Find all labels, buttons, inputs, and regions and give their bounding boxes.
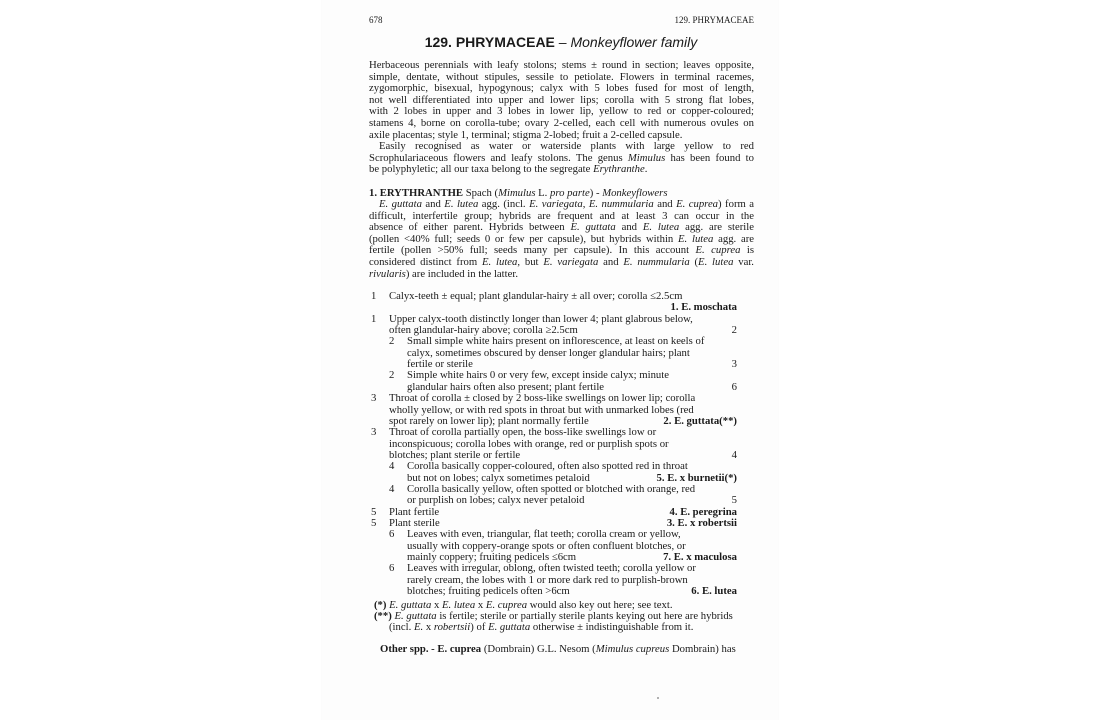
key-couplet-number: 6: [389, 528, 395, 541]
desc-line: not well differentiated into upper and lower lips; corolla with 5 strong flat lobes,: [369, 93, 754, 106]
key-lead-text: Calyx-teeth ± equal; plant glandular-hairy ± all over; corolla ≤2.5cm: [389, 290, 683, 302]
genus-notes-line: rivularis) are included in the latter.: [369, 267, 518, 280]
page-title: [322, 34, 800, 50]
key-couplet-number: 4: [389, 482, 395, 495]
key-lead-text: calyx, sometimes obscured by denser longer glandular hairs; plant: [407, 346, 690, 359]
desc-line: stamens 4, borne on corolla-tube; ovary 2-celled, each cell with numerous ovules on: [369, 116, 754, 129]
key-lead-text: Plant fertile: [389, 505, 440, 518]
key-lead-text: Throat of corolla partially open, the boss-like swellings low or: [389, 426, 657, 439]
recognition-text: has been found to: [665, 151, 754, 164]
recognition-text: Scrophulariaceous flowers and leafy stolons. The genus: [369, 151, 628, 164]
key-couplet-number: 4: [389, 460, 395, 473]
footnote-text: E. guttata x E. lutea x E. cuprea would also key out here; see text.: [389, 599, 673, 611]
key-lead-text: fertile or sterile: [407, 358, 473, 371]
other-species-synonym: Mimulus cupreus: [595, 643, 670, 655]
key-goto-result: 3: [731, 358, 737, 371]
title-common-name: Monkeyflower family: [570, 34, 698, 50]
key-couplet-number: 5: [371, 517, 377, 529]
key-lead-text: but not on lobes; calyx sometimes petaloid: [407, 471, 590, 484]
key-goto-result: 6: [731, 380, 737, 393]
other-species: [380, 643, 736, 655]
key-couplet-number: 2: [389, 369, 395, 382]
genus-author: Spach (: [463, 187, 499, 199]
title-family: 129. PHRYMACEAE: [424, 34, 555, 50]
key-lead-text: Throat of corolla ± closed by 2 boss-like swellings on lower lip; corolla: [389, 392, 696, 405]
key-taxon-result: 4. E. peregrina: [669, 505, 737, 518]
key-lead-text: glandular hairs often also present; plant fertile: [407, 380, 605, 393]
key-lead-text: rarely cream, the lobes with 1 or more dark red to purplish-brown: [407, 573, 688, 586]
other-species-text: Dombrain) has: [669, 643, 736, 655]
key-lead-text: spot rarely on lower lip); plant normally fertile: [389, 414, 589, 427]
footnote-mark: (**): [374, 610, 392, 622]
key-goto-result: 5: [731, 494, 737, 507]
key-lead-text: often glandular-hairy above; corolla ≥2.5cm: [389, 324, 578, 337]
key-goto-result: 2: [731, 324, 737, 337]
genus-notes-line: E. guttata and E. lutea agg. (incl. E. variegata, E. nummularia and E. cuprea) form a: [379, 198, 755, 210]
genus-sep: ) -: [589, 187, 603, 199]
key-couplet-number: 3: [371, 392, 377, 405]
desc-line: with 2 lobes in upper and 3 lobes in lower lip, yellow to red or copper-coloured;: [369, 105, 754, 118]
footnote-text: (incl. E. x robertsii) of E. guttata otherwise ± indistinguishable from it.: [389, 621, 694, 633]
genus-common-name: Monkeyflowers: [602, 187, 668, 199]
key-lead-text: usually with coppery-orange spots or often confluent blotches, or: [407, 539, 686, 552]
key-lead-text: Simple white hairs 0 or very few, except inside calyx; minute: [407, 369, 669, 382]
other-species-text: (Dombrain) G.L. Nesom (: [481, 643, 596, 655]
genus-name: 1. ERYTHRANTHE: [369, 187, 464, 199]
genus-notes-line: absence of either parent. Hybrids between E. guttata and E. lutea agg. are sterile: [369, 221, 754, 234]
desc-line: zygomorphic, bisexual, hypogynous; calyx with 5 lobes fused for most of length,: [369, 82, 754, 95]
running-head: 129. PHRYMACEAE: [674, 15, 754, 25]
key-couplet-number: 1: [371, 312, 377, 325]
key-lead-text: mainly coppery; fruiting pedicels ≤6cm: [407, 551, 577, 564]
key-lead-text: or purplish on lobes; calyx never petaloid: [407, 494, 585, 507]
key-taxon-result: 7. E. x maculosa: [663, 551, 737, 564]
key-couplet-number: 5: [371, 505, 377, 518]
genus-notes-line: difficult, interfertile group; hybrids are frequent and at least 3 can occur in the: [369, 209, 754, 222]
recognition-text: .: [644, 163, 648, 176]
footnote-2-cont: [389, 621, 693, 633]
key-goto-result: 4: [731, 448, 737, 461]
genus-notes: [369, 199, 754, 280]
genus-mimulus: Mimulus: [627, 151, 666, 164]
key-couplet-number: 1: [371, 290, 377, 302]
scan-speck: [657, 697, 659, 699]
genus-notes-line: considered distinct from E. lutea, but E. variegata and E. nummularia (E. lutea var.: [369, 255, 754, 268]
title-dash: –: [554, 34, 571, 50]
key-lead-text: Small simple white hairs present on inflorescence, at least on keels of: [407, 335, 705, 348]
recognition-line: [369, 164, 754, 176]
key-lead-text: Corolla basically yellow, often spotted or blotched with orange, red: [407, 482, 696, 495]
family-description: [369, 60, 754, 176]
pro-parte: pro parte: [550, 187, 590, 199]
key-lead-text: inconspicuous; corolla lobes with orange, red or purplish spots or: [389, 437, 669, 450]
genus-notes-line: fertile (pollen >50% full; seeds many per capsule). In this account E. cuprea is: [369, 244, 755, 257]
other-species-lead: Other spp. - E. cuprea: [380, 643, 482, 655]
footnote-mark: (*): [374, 599, 387, 611]
key-lead-text: wholly yellow, or with red spots in throat but with unmarked lobes (red: [389, 403, 694, 416]
key-lead-text: Upper calyx-tooth distinctly longer than lower 4; plant glabrous below,: [389, 312, 693, 325]
key-lead-text: Corolla basically copper-coloured, often also spotted red in throat: [407, 460, 688, 473]
key-lead-text: blotches; plant sterile or fertile: [389, 448, 521, 461]
key-couplet-number: 6: [389, 562, 395, 575]
genus-erythranthe: Erythranthe: [593, 163, 645, 176]
genus-synonym: Mimulus: [498, 187, 536, 199]
genus-notes-line: (pollen <40% full; seeds 0 or few per capsule), but hybrids within E. lutea agg. are: [369, 232, 755, 245]
recognition-line: Easily recognised as water or waterside plants with large yellow to red: [379, 140, 754, 153]
recognition-text: be polyphyletic; all our taxa belong to the segregate: [369, 163, 594, 176]
page-number: 678: [369, 15, 383, 25]
key-lead-text: Leaves with even, triangular, flat teeth; corolla cream or yellow,: [407, 528, 681, 541]
desc-line: Herbaceous perennials with leafy stolons; stems ± round in section; leaves opposite,: [369, 59, 754, 71]
key-lead-text: blotches; fruiting pedicels often >6cm: [407, 585, 570, 598]
key-couplet-number: 3: [371, 426, 377, 439]
key-taxon-result: 5. E. x burnetii(*): [656, 471, 737, 484]
key-taxon-result: 1. E. moschata: [670, 301, 737, 314]
key-taxon-result: 3. E. x robertsii: [666, 517, 737, 529]
footnote-text: E. guttata is fertile; sterile or partially sterile plants keying out here are hybrids: [394, 610, 733, 622]
key-taxon-result: 6. E. lutea: [691, 585, 737, 598]
desc-line: simple, dentate, without stipules, sessile to petiolate. Flowers in terminal racemes,: [369, 70, 754, 83]
genus-synonym-author: L.: [535, 187, 551, 199]
key-lead-text: Plant sterile: [389, 517, 440, 529]
key-lead-text: Leaves with irregular, oblong, often twisted teeth; corolla yellow or: [407, 562, 696, 575]
key-couplet-number: 2: [389, 335, 395, 348]
desc-line: axile placentas; style 1, terminal; stigma 2-lobed; fruit a 2-celled capsule.: [369, 128, 683, 141]
key-taxon-result: 2. E. guttata(**): [663, 414, 737, 427]
